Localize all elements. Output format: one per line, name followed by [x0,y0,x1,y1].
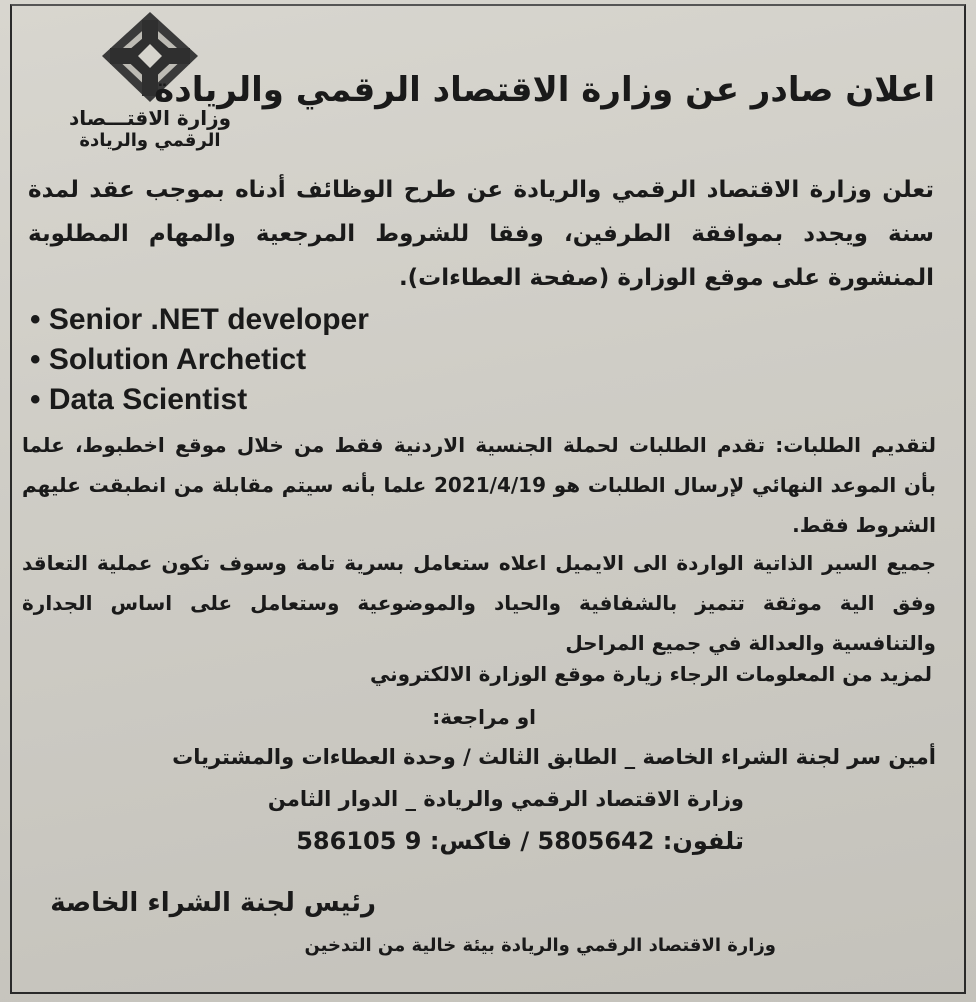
logo-text-line2: الرقمي والريادة [79,130,221,151]
secretary-line: أمين سر لجنة الشراء الخاصة _ الطابق الثالث / وحدة العطاءات والمشتريات [172,745,936,769]
logo-text-line1: وزارة الاقتـــصاد [68,106,232,130]
ministry-address-line: وزارة الاقتصاد الرقمي والريادة _ الدوار الثامن [267,787,744,811]
or-contact-line: او مراجعة: [432,705,536,729]
application-paragraph: لتقديم الطلبات: تقدم الطلبات لحملة الجنسية الاردنية فقط من خلال موقع اخطبوط، علما بأن الموعد النهائي لإرسال الطلبات هو 2021/4/19 علما بأنه سيتم مقابلة من انطبقت عليهم الشروط فقط. [22,433,937,537]
intro-paragraph: تعلن وزارة الاقتصاد الرقمي والريادة عن طرح الوظائف أدناه بموجب عقد لمدة سنة ويجدد بموافقة الطرفين، وفقا للشروط المرجعية والمهام المطلوبة المنشورة على موقع الوزارة (صفحة العطاءات). [28,177,934,291]
job-list [30,300,530,420]
more-info-line: لمزيد من المعلومات الرجاء زيارة موقع الوزارة الالكتروني [369,662,932,686]
footer-line: وزارة الاقتصاد الرقمي والريادة بيئة خالية من التدخين [304,935,776,956]
job-item: • Senior .NET developer [30,303,369,336]
contact-line: تلفون: 5805642 / فاكس: 9 586105 [296,827,744,855]
chief-signature: رئيس لجنة الشراء الخاصة [50,888,376,918]
ad-title: اعلان صادر عن وزارة الاقتصاد الرقمي والريادة [154,70,935,110]
confidentiality-paragraph: جميع السير الذاتية الواردة الى الايميل اعلاه ستعامل بسرية تامة وسوف تكون عملية التعاقد وفق الية موثقة تتميز بالشفافية والحياد والموضوعية وستعامل على اساس الجدارة والتنافسية والعدالة في جميع المراحل [22,551,936,655]
job-item: • Data Scientist [30,383,248,416]
job-item: • Solution Archetict [30,343,307,376]
